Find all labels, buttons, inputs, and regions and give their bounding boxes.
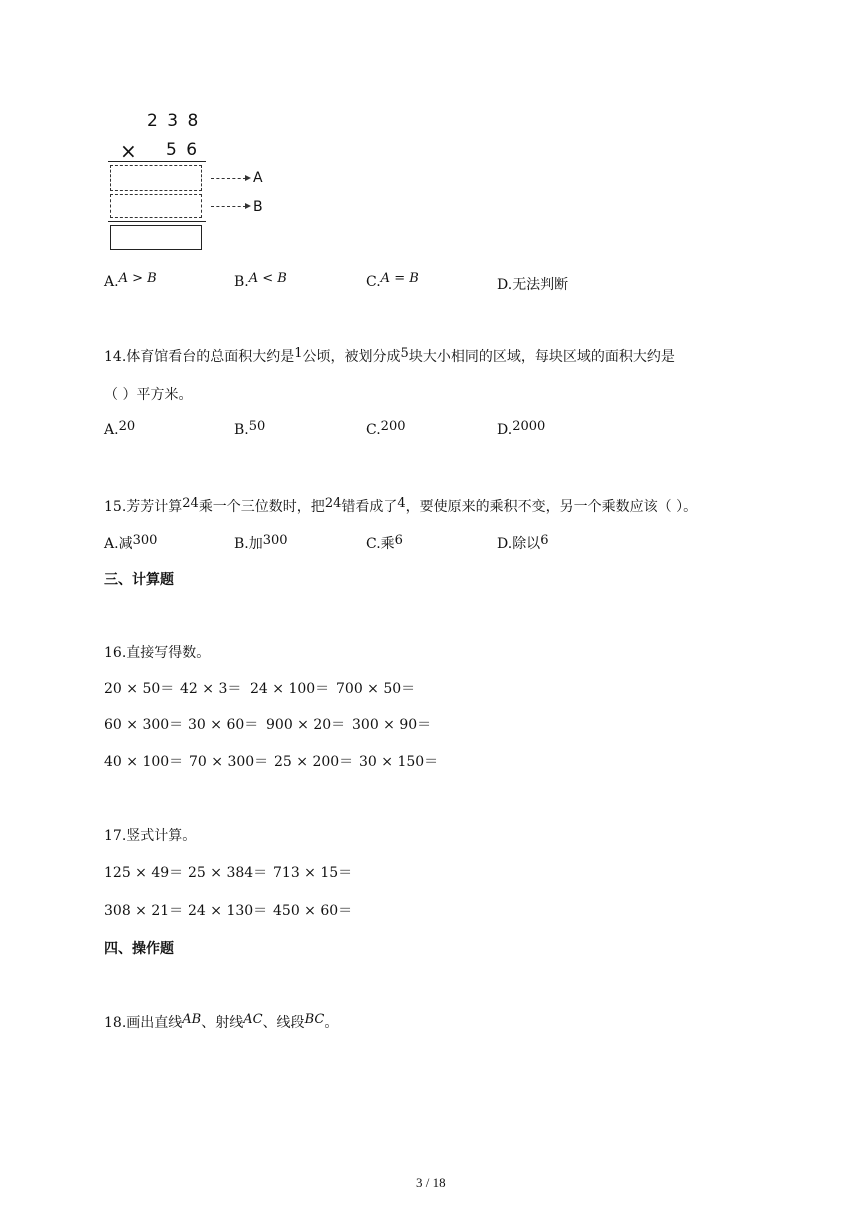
q16-item: 60 × 300＝ — [104, 717, 184, 733]
arrow-a — [211, 178, 246, 179]
top-factor: 2 3 8 — [147, 111, 201, 131]
q17-title: 17.竖式计算。 — [104, 828, 197, 844]
q15-option-c[interactable]: C.乘6 — [366, 533, 403, 552]
q15-option-a[interactable]: A.减300 — [104, 533, 158, 552]
label-a: A — [253, 170, 263, 186]
q16-item: 30 × 60＝ — [188, 717, 259, 733]
q16-item: 70 × 300＝ — [189, 754, 269, 770]
q16-item: 20 × 50＝ — [104, 681, 175, 697]
q17-item: 713 × 15＝ — [273, 865, 353, 881]
partial-product-a-box — [110, 165, 202, 191]
page-number: 3 / 18 — [416, 1175, 446, 1190]
q14-option-c[interactable]: C.200 — [366, 419, 406, 438]
q16-title: 16.直接写得数。 — [104, 645, 211, 661]
q14-option-d[interactable]: D.2000 — [497, 419, 546, 438]
q16-item: 24 × 100＝ — [250, 681, 330, 697]
q16-item: 25 × 200＝ — [274, 754, 354, 770]
times-sign: × — [120, 139, 137, 163]
bottom-factor: 5 6 — [166, 140, 200, 160]
arrow-b — [211, 206, 246, 207]
q13-option-b[interactable]: B.A < B — [234, 271, 287, 290]
q13-option-c[interactable]: C.A = B — [366, 271, 419, 290]
q17-item: 25 × 384＝ — [188, 865, 268, 881]
q16-item: 40 × 100＝ — [104, 754, 184, 770]
q17-item: 450 × 60＝ — [273, 903, 353, 919]
q16-item: 42 × 3＝ — [180, 681, 242, 697]
q18-stem: 18.画出直线AB、射线AC、线段BC。 — [104, 1012, 339, 1031]
result-box — [110, 225, 202, 250]
label-b: B — [253, 199, 263, 215]
section-heading-operation: 四、操作题 — [104, 941, 174, 957]
q16-item: 700 × 50＝ — [336, 681, 416, 697]
q15-stem: 15.芳芳计算24乘一个三位数时，把24错看成了4，要使原来的乘积不变，另一个乘数应该（ ）。 — [104, 496, 698, 515]
q15-option-b[interactable]: B.加300 — [234, 533, 288, 552]
q16-item: 300 × 90＝ — [352, 717, 432, 733]
q15-option-d[interactable]: D.除以6 — [497, 533, 549, 552]
q13-option-d[interactable]: D.无法判断 — [497, 277, 569, 293]
q14-option-a[interactable]: A.20 — [104, 419, 136, 438]
q16-item: 900 × 20＝ — [266, 717, 346, 733]
partial-product-b-box — [110, 194, 202, 218]
sum-rule — [108, 221, 206, 222]
q17-item: 24 × 130＝ — [188, 903, 268, 919]
section-heading-calculation: 三、计算题 — [104, 572, 174, 588]
product-rule — [108, 161, 206, 162]
q17-item: 308 × 21＝ — [104, 903, 184, 919]
q13-option-a[interactable]: A.A > B — [104, 271, 157, 290]
q17-item: 125 × 49＝ — [104, 865, 184, 881]
q14-stem-line1: 14.体育馆看台的总面积大约是1公顷，被划分成5块大小相同的区域，每块区域的面积大约是 — [104, 346, 675, 365]
q14-option-b[interactable]: B.50 — [234, 419, 266, 438]
q16-item: 30 × 150＝ — [359, 754, 439, 770]
q14-stem-line2: （ ）平方米。 — [104, 387, 193, 403]
